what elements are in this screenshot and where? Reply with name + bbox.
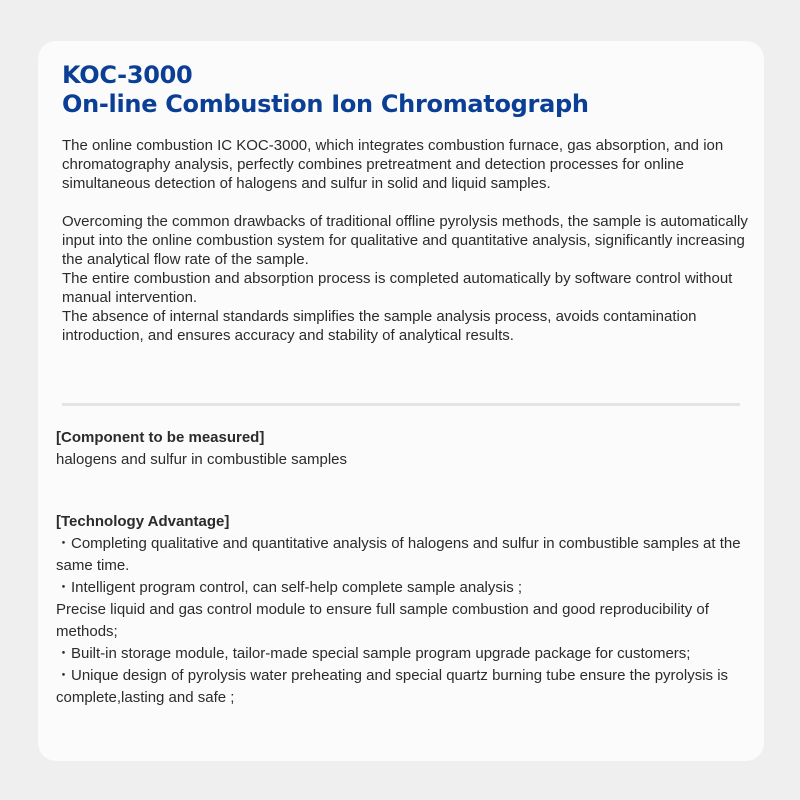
content-card xyxy=(38,41,764,761)
technology-item: ・Built-in storage module, tailor-made special sample program upgrade package for customers; xyxy=(56,645,691,662)
intro-paragraph-3: The entire combustion and absorption process is completed automatically by software control without manual intervention. xyxy=(62,270,733,306)
intro-paragraph-4: The absence of internal standards simplifies the sample analysis process, avoids contamination introduction, and ensures accuracy and stability of analytical results. xyxy=(62,308,697,344)
technology-section xyxy=(56,511,756,709)
technology-item: ・Unique design of pyrolysis water preheating and special quartz burning tube ensure the pyrolysis is complete,lasting and safe ; xyxy=(56,667,729,706)
title-line-model: KOC-3000 xyxy=(62,61,193,89)
technology-item: ・Completing qualitative and quantitative analysis of halogens and sulfur in combustible samples at the same time. xyxy=(56,535,741,574)
intro-paragraph-1: The online combustion IC KOC-3000, which integrates combustion furnace, gas absorption, and ion chromatography analysis, perfectly combines pretreatment and detection processes for online simultaneous detection of halogens and sulfur in solid and liquid samples. xyxy=(62,137,724,192)
technology-item: ・Intelligent program control, can self-help complete sample analysis ; xyxy=(56,579,523,596)
intro-paragraph-2: Overcoming the common drawbacks of traditional offline pyrolysis methods, the sample is automatically input into the online combustion system for qualitative and quantitative analysis, significantly increasing the analytical flow rate of the sample. xyxy=(62,213,748,268)
technology-heading: [Technology Advantage] xyxy=(56,513,230,530)
section-divider xyxy=(62,403,740,406)
title-line-product: On-line Combustion Ion Chromatograph xyxy=(62,90,589,118)
technology-item: Precise liquid and gas control module to ensure full sample combustion and good reproducibility of methods; xyxy=(56,601,709,640)
component-text: halogens and sulfur in combustible samples xyxy=(56,451,347,468)
component-section xyxy=(56,427,756,471)
page-title xyxy=(62,61,589,119)
component-heading: [Component to be measured] xyxy=(56,429,265,446)
intro-text xyxy=(62,136,752,345)
